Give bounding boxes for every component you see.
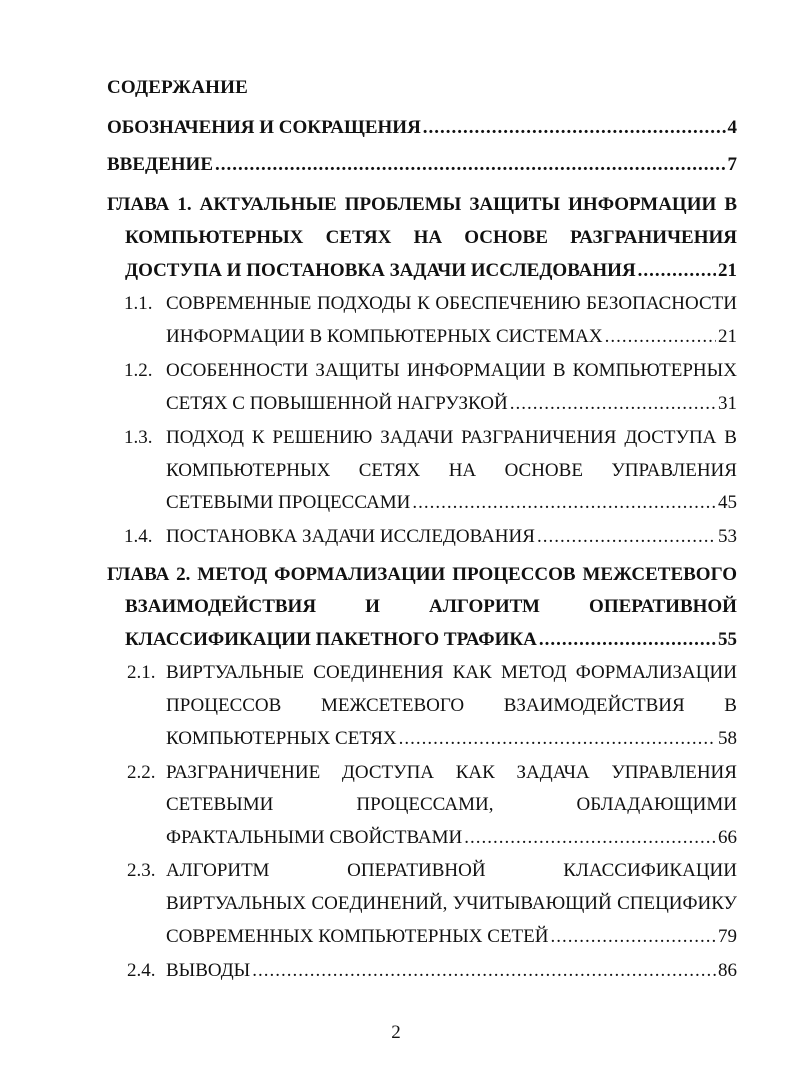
section-number: 1.4.	[124, 526, 153, 547]
word: ОПЕРАТИВНОЙ	[589, 596, 737, 617]
toc-page-number: 53	[718, 526, 737, 547]
toc-title: СОДЕРЖАНИЕ	[107, 77, 248, 98]
toc-entry-text: ВВЕДЕНИЕ	[107, 154, 213, 175]
word: ПОДХОДЫ	[316, 293, 412, 314]
section-2-2-line-3	[166, 826, 737, 850]
word: СПЕЦИФИКУ	[617, 893, 737, 914]
chapter-2-line-2	[125, 595, 737, 619]
section-2-3-line-1	[166, 859, 737, 883]
word: ВЗАИМОДЕЙСТВИЯ	[503, 695, 685, 716]
section-number: 2.3.	[127, 860, 156, 881]
word: ОСОБЕННОСТИ	[166, 360, 309, 381]
toc-entry-text: ВЫВОДЫ	[166, 960, 251, 981]
word: КЛАССИФИКАЦИИ	[563, 860, 737, 881]
word: УПРАВЛЕНИЯ	[611, 460, 737, 481]
section-number: 2.4.	[127, 960, 156, 981]
section-1-3-line-2	[166, 459, 737, 483]
section-2-1-line-1	[166, 661, 737, 685]
section-1-1-line-2	[166, 325, 737, 349]
dot-leader	[252, 959, 716, 983]
section-2-3-line-2	[166, 892, 737, 916]
word: МЕЖСЕТЕВОГО	[582, 564, 737, 585]
word: КАК	[455, 762, 495, 783]
word: УЧИТЫВАЮЩИЙ	[452, 893, 612, 914]
word: ПРОЦЕССАМИ,	[356, 794, 494, 815]
section-number: 1.3.	[124, 427, 153, 448]
toc-entry-text: КОМПЬЮТЕРНЫХ СЕТЯХ	[166, 728, 397, 749]
word: ВИРТУАЛЬНЫХ	[166, 893, 307, 914]
toc-page-number: 21	[718, 326, 737, 347]
word: В	[552, 360, 566, 381]
word: УПРАВЛЕНИЯ	[611, 762, 737, 783]
section-number: 2.2.	[127, 762, 156, 783]
word: РАЗГРАНИЧЕНИЕ	[166, 762, 321, 783]
word: ИНФОРМАЦИИ	[568, 194, 717, 215]
section-2-4-line-1	[166, 959, 737, 983]
word: ПОДХОД	[166, 427, 244, 448]
dot-leader	[605, 325, 716, 349]
toc-page-number: 79	[718, 926, 737, 947]
word: ОБЛАДАЮЩИМИ	[576, 794, 737, 815]
word: АЛГОРИТМ	[166, 860, 270, 881]
toc-entry-text: СЕТЯХ С ПОВЫШЕННОЙ НАГРУЗКОЙ	[166, 393, 508, 414]
dot-leader	[423, 116, 726, 140]
toc-entry-introduction[interactable]	[107, 153, 737, 177]
chapter-1-line-3	[125, 259, 737, 283]
dot-leader	[537, 525, 716, 549]
toc-page-number: 55	[718, 629, 737, 650]
word: ОСНОВЕ	[504, 460, 583, 481]
word: ПРОБЛЕМЫ	[344, 194, 462, 215]
toc-entry-text: ДОСТУПА И ПОСТАНОВКА ЗАДАЧИ ИССЛЕДОВАНИЯ	[125, 260, 636, 281]
dot-leader	[510, 392, 716, 416]
toc-entry-text: ПОСТАНОВКА ЗАДАЧИ ИССЛЕДОВАНИЯ	[166, 526, 535, 547]
toc-page-number: 58	[718, 728, 737, 749]
toc-entry-text: КЛАССИФИКАЦИИ ПАКЕТНОГО ТРАФИКА	[125, 629, 537, 650]
section-1-3-line-3	[166, 491, 737, 515]
section-1-2-line-1	[166, 359, 737, 383]
section-1-2-line-2	[166, 392, 737, 416]
word: АЛГОРИТМ	[428, 596, 540, 617]
section-number: 1.1.	[124, 293, 153, 314]
toc-page-number: 66	[718, 827, 737, 848]
word: ДОСТУПА	[624, 427, 717, 448]
word: ДОСТУПА	[341, 762, 435, 783]
word: ФОРМАЛИЗАЦИИ	[274, 564, 446, 585]
word: ВЗАИМОДЕЙСТВИЯ	[125, 596, 317, 617]
word: ГЛАВА	[107, 564, 170, 585]
section-2-1-line-3	[166, 727, 737, 751]
word: СЕТЯХ	[358, 460, 421, 481]
word: ГЛАВА	[107, 194, 170, 215]
word: 2.	[176, 564, 191, 585]
toc-page-number: 4	[727, 117, 737, 138]
word: ЗАДАЧА	[516, 762, 590, 783]
word: ЗАДАЧИ	[380, 427, 454, 448]
word: К	[251, 427, 265, 448]
word: СЕТЕВЫМИ	[166, 794, 274, 815]
section-1-4-line-1	[166, 525, 737, 549]
word: МЕТОД	[500, 662, 567, 683]
section-1-3-line-1	[166, 426, 737, 450]
word: КОМПЬЮТЕРНЫХ	[572, 360, 737, 381]
section-1-1-line-1	[166, 292, 737, 316]
dot-leader	[550, 925, 716, 949]
word: НА	[413, 227, 443, 248]
word: МЕЖСЕТЕВОГО	[320, 695, 465, 716]
word: ОПЕРАТИВНОЙ	[347, 860, 486, 881]
section-2-3-line-3	[166, 925, 737, 949]
word: СОВРЕМЕННЫЕ	[166, 293, 312, 314]
word: КОМПЬЮТЕРНЫХ	[166, 460, 331, 481]
section-2-2-line-2	[166, 793, 737, 817]
page-number: 2	[391, 1022, 401, 1043]
dot-leader	[464, 826, 716, 850]
word: СОЕДИНЕНИЙ,	[311, 893, 448, 914]
word: НА	[448, 460, 477, 481]
section-number: 1.2.	[124, 360, 153, 381]
word: РАЗГРАНИЧЕНИЯ	[570, 227, 737, 248]
word: В	[724, 695, 737, 716]
toc-page-number: 86	[718, 960, 737, 981]
chapter-1-line-2	[125, 226, 737, 250]
word: МЕТОД	[197, 564, 268, 585]
word: 1.	[177, 194, 192, 215]
toc-page-number: 21	[718, 260, 737, 281]
chapter-2-line-1	[107, 563, 737, 587]
word: ФОРМАЛИЗАЦИИ	[575, 662, 737, 683]
toc-entry-text: СОВРЕМЕННЫХ КОМПЬЮТЕРНЫХ СЕТЕЙ	[166, 926, 549, 947]
word: В	[724, 427, 737, 448]
toc-page-number: 45	[718, 492, 737, 513]
toc-page-number: 31	[718, 393, 737, 414]
chapter-1-line-1	[107, 193, 737, 217]
toc-entry-abbreviations[interactable]	[107, 116, 737, 140]
toc-entry-text: ОБОЗНАЧЕНИЯ И СОКРАЩЕНИЯ	[107, 117, 421, 138]
word: РЕШЕНИЮ	[272, 427, 373, 448]
word: И	[365, 596, 380, 617]
toc-page-number: 7	[727, 154, 737, 175]
word: ВИРТУАЛЬНЫЕ	[166, 662, 305, 683]
toc-entry-text: ИНФОРМАЦИИ В КОМПЬЮТЕРНЫХ СИСТЕМАХ	[166, 326, 603, 347]
section-2-2-line-1	[166, 761, 737, 785]
word: В	[724, 194, 737, 215]
word: СОЕДИНЕНИЯ	[313, 662, 444, 683]
word: ПРОЦЕССОВ	[166, 695, 282, 716]
word: КАК	[452, 662, 492, 683]
word: СЕТЯХ	[325, 227, 392, 248]
dot-leader	[412, 491, 716, 515]
dot-leader	[638, 259, 716, 283]
word: ИНФОРМАЦИИ	[406, 360, 546, 381]
word: БЕЗОПАСНОСТИ	[586, 293, 737, 314]
dot-leader	[215, 153, 726, 177]
word: ЗАЩИТЫ	[315, 360, 400, 381]
dot-leader	[399, 727, 716, 751]
word: К	[417, 293, 430, 314]
section-number: 2.1.	[127, 662, 156, 683]
word: ЗАЩИТЫ	[469, 194, 561, 215]
word: ОБЕСПЕЧЕНИЮ	[435, 293, 581, 314]
toc-entry-text: СЕТЕВЫМИ ПРОЦЕССАМИ	[166, 492, 411, 513]
word: КОМПЬЮТЕРНЫХ	[125, 227, 304, 248]
toc-entry-text: ФРАКТАЛЬНЫМИ СВОЙСТВАМИ	[166, 827, 463, 848]
word: РАЗГРАНИЧЕНИЯ	[461, 427, 617, 448]
dot-leader	[539, 628, 716, 652]
chapter-2-line-3	[125, 628, 737, 652]
word: ОСНОВЕ	[464, 227, 548, 248]
section-2-1-line-2	[166, 694, 737, 718]
word: АКТУАЛЬНЫЕ	[199, 194, 337, 215]
word: ПРОЦЕССОВ	[452, 564, 576, 585]
